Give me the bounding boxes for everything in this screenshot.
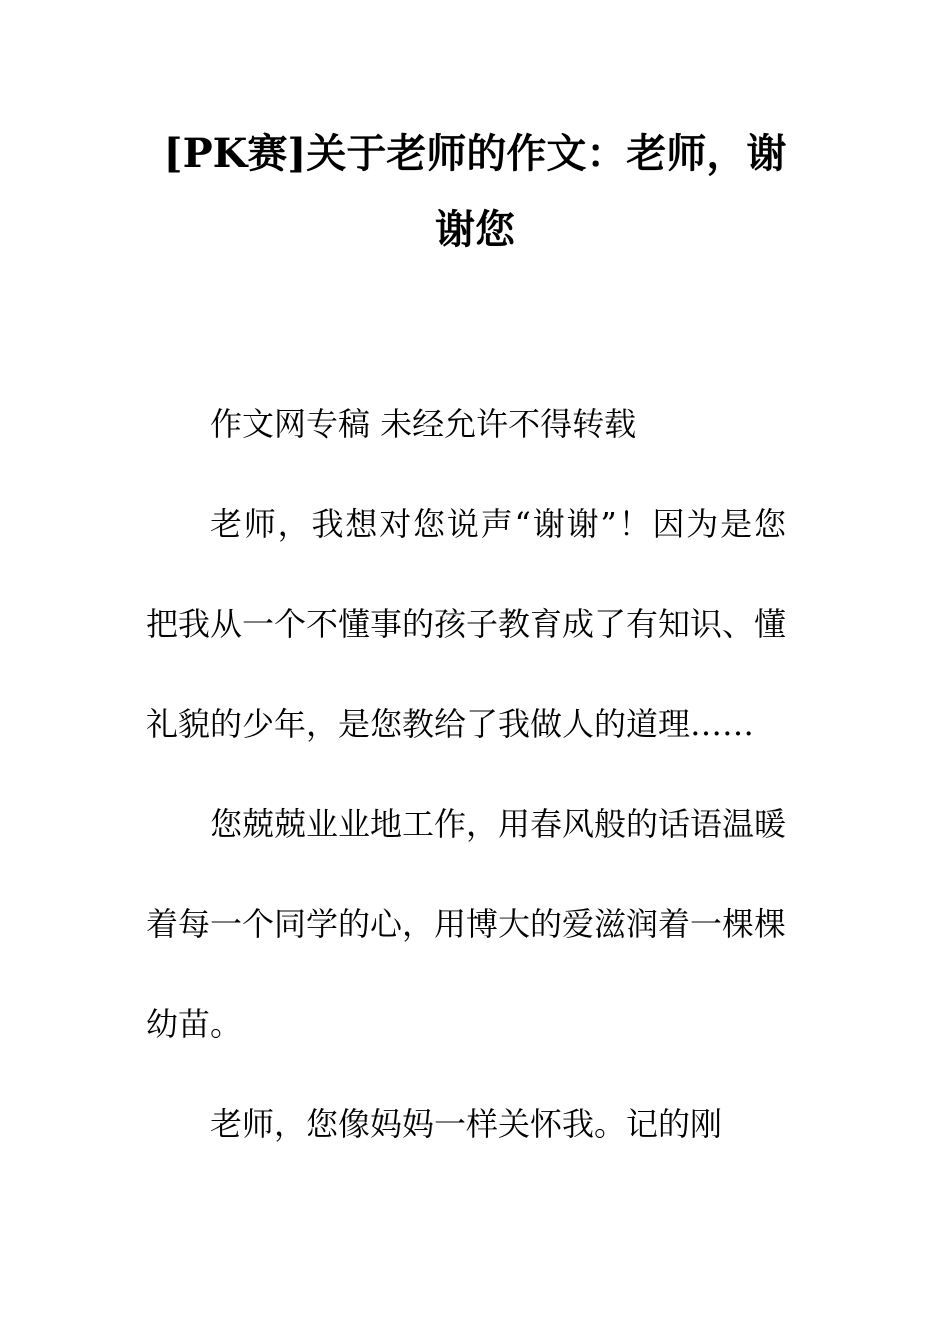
document-body: [146, 374, 786, 1174]
body-paragraph: 您兢兢业业地工作，用春风般的话语温暖着每一个同学的心，用博大的爱滋润着一棵棵幼苗。: [146, 805, 787, 1043]
body-paragraph: 老师，您像妈妈一样关怀我。记的刚: [210, 1105, 723, 1143]
document-title: [PK赛]关于老师的作文：老师，谢谢您: [163, 130, 787, 253]
body-paragraph: 老师，我想对您说声“谢谢”！因为是您把我从一个不懂事的孩子教育成了有知识、懂礼貌的少年，是您教给了我做人的道理……: [146, 505, 787, 743]
copyright-notice: 作文网专稿 未经允许不得转载: [210, 405, 637, 443]
